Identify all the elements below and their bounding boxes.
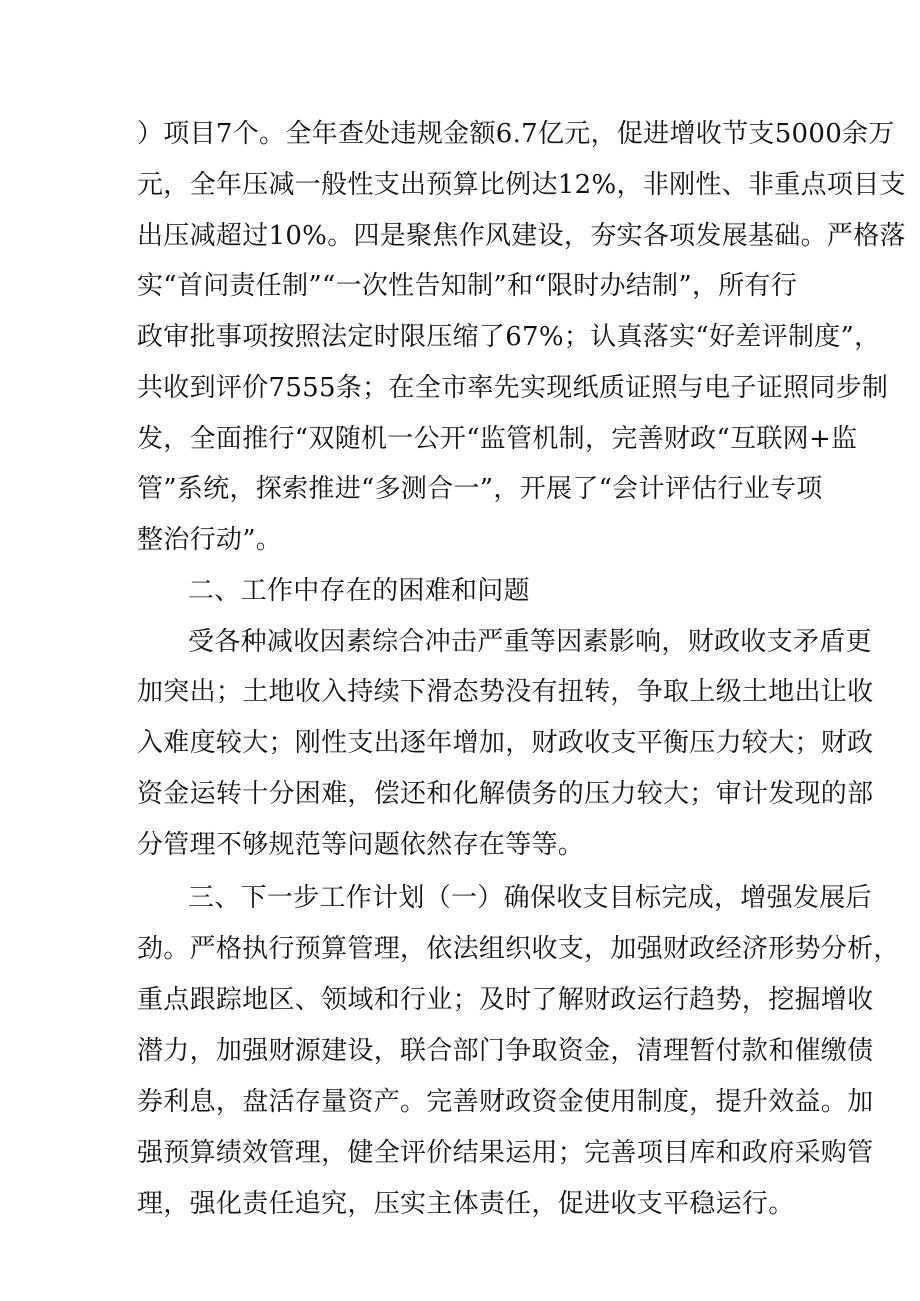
text-line: 理，强化责任追究，压实主体责任，促进收支平稳运行。 [137, 1189, 795, 1219]
text-line: 强预算绩效管理，健全评价结果运用；完善项目库和政府采购管 [137, 1138, 874, 1168]
text-line: 出压减超过10%。四是聚焦作风建设，夯实各项发展基础。严格落 [137, 221, 906, 251]
text-line: 劲。严格执行预算管理，依法组织收支，加强财政经济形势分析， [137, 934, 900, 964]
text-line: ）项目7个。全年查处违规金额6.7亿元，促进增收节支5000余万 [137, 119, 895, 149]
text-line: 潜力，加强财源建设，联合部门争取资金，清理暂付款和催缴债 [137, 1036, 874, 1066]
text-line: 重点跟踪地区、领域和行业；及时了解财政运行趋势，挖掘增收 [137, 985, 874, 1015]
section-heading: 二、工作中存在的困难和问题 [188, 576, 530, 606]
text-line: 实“首问责任制”“一次性告知制”和“限时办结制”，所有行 [137, 271, 798, 301]
text-line: 共收到评价7555条；在全市率先实现纸质证照与电子证照同步制 [137, 373, 889, 403]
text-line: 券利息，盘活存量资产。完善财政资金使用制度，提升效益。加 [137, 1087, 874, 1117]
text-line: 政审批事项按照法定时限压缩了67%；认真落实“好差评制度”， [137, 322, 881, 352]
text-line: 受各种减收因素综合冲击严重等因素影响，财政收支矛盾更 [188, 627, 872, 657]
text-line: 加突出；土地收入持续下滑态势没有扭转，争取上级土地出让收 [137, 677, 874, 707]
text-line: 发，全面推行“双随机一公开“监管机制，完善财政“互联网+监 [137, 424, 858, 454]
section-heading-line: 三、下一步工作计划（一）确保收支目标完成，增强发展后 [188, 883, 872, 913]
text-line: 分管理不够规范等问题依然存在等等。 [137, 830, 585, 860]
text-line: 整治行动”。 [137, 525, 283, 555]
text-line: 入难度较大；刚性支出逐年增加，财政收支平衡压力较大；财政 [137, 728, 874, 758]
text-line: 元，全年压减一般性支出预算比例达12%，非刚性、非重点项目支 [137, 170, 906, 200]
text-line: 管”系统，探索推进“多测合一”，开展了“会计评估行业专项 [137, 474, 823, 504]
text-line: 资金运转十分困难，偿还和化解债务的压力较大；审计发现的部 [137, 779, 874, 809]
